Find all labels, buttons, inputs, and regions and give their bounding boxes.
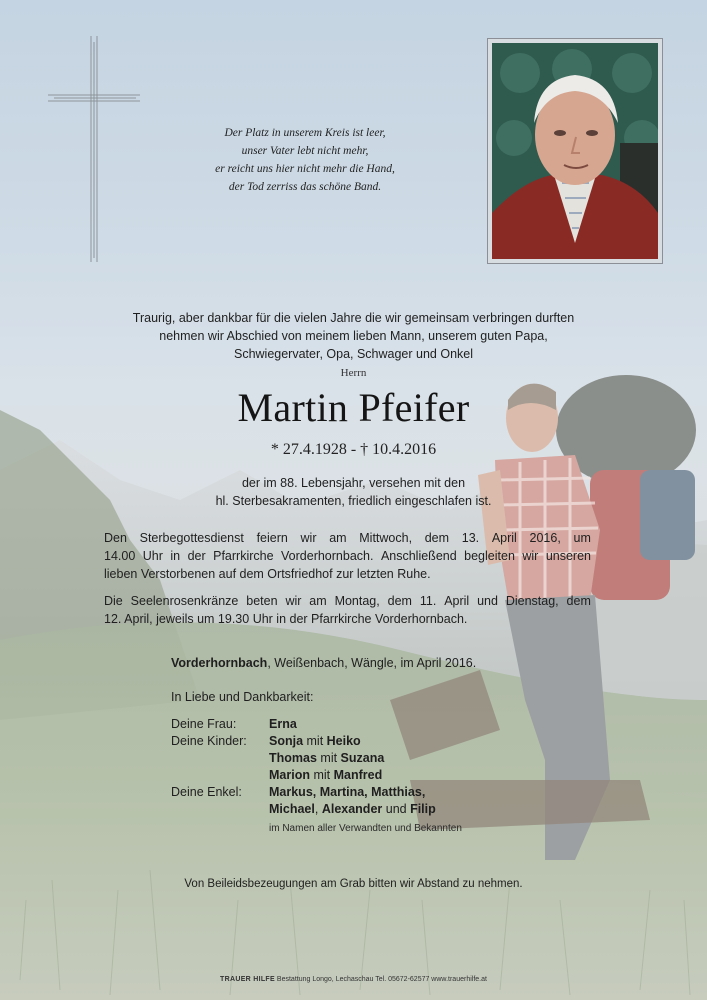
service-paragraph — [104, 529, 591, 583]
footer-brand: TRAUER HILFE — [220, 976, 275, 983]
footer — [0, 976, 707, 983]
word: begleiten — [464, 549, 515, 563]
place-town: Vorderhornbach — [171, 656, 268, 670]
place-date — [171, 656, 476, 670]
word: Anschließend — [380, 549, 457, 563]
place-rest: , Weißenbach, Wängle, im April 2016. — [267, 656, 477, 670]
word: April — [491, 531, 517, 545]
word: wir — [300, 531, 317, 545]
word: dem — [566, 594, 591, 608]
family-connector: , — [314, 802, 322, 816]
life-dates: * 27.4.1928 - † 10.4.2016 — [270, 441, 437, 458]
word: Mittwoch, — [359, 531, 413, 545]
portrait-photo — [492, 43, 658, 259]
deceased-name: Martin Pfeifer — [237, 385, 470, 430]
love-line: In Liebe und Dankbarkeit: — [171, 690, 314, 704]
family-connector: mit — [303, 734, 327, 748]
family-name: Sonja — [269, 734, 304, 748]
portrait-frame — [487, 38, 663, 264]
poem-line: Der Platz in unserem Kreis ist leer, — [224, 127, 386, 139]
word: April — [444, 594, 470, 608]
cross-icon — [48, 36, 140, 262]
intro-line: nehmen wir Abschied von meinem lieben Mann, unserem guten Papa, — [159, 329, 548, 343]
word: um — [573, 531, 591, 545]
family-connector: mit — [316, 751, 341, 765]
word: dem — [424, 531, 450, 545]
family-row-children — [171, 733, 462, 750]
family-name: Erna — [269, 717, 297, 731]
word: Dienstag, — [505, 594, 559, 608]
age-text — [120, 474, 587, 510]
family-name: Heiko — [326, 734, 361, 748]
word: Die — [104, 594, 123, 608]
family-name: Filip — [410, 802, 436, 816]
word: Pfarrkirche — [213, 549, 274, 563]
word: 11. — [419, 594, 437, 608]
justified-line — [104, 547, 591, 565]
word: wir — [285, 594, 302, 608]
footer-text: Bestattung Longo, Lechaschau Tel. 05672-62577 www.trauerhilfe.at — [274, 976, 487, 983]
word: am — [329, 531, 347, 545]
family-name: Thomas — [269, 751, 317, 765]
word: dem — [387, 594, 412, 608]
family-row-children — [171, 767, 462, 784]
word: Seelenrosenkränze — [130, 594, 239, 608]
word: 14.00 — [104, 549, 136, 563]
family-label: Deine Frau: — [171, 717, 237, 731]
word: 13. — [461, 531, 480, 545]
family-row-closing — [171, 818, 462, 837]
intro-line: Schwiegervater, Opa, Schwager und Onkel — [233, 347, 474, 361]
family-list — [171, 716, 462, 837]
age-line: hl. Sterbesakramenten, friedlich eingeschlafen ist. — [215, 494, 492, 508]
poem-line: unser Vater lebt nicht mehr, — [241, 145, 369, 157]
family-name: Michael — [269, 802, 315, 816]
paragraph-line: lieben Verstorbenen auf dem Ortsfriedhof zur letzten Ruhe. — [104, 567, 431, 581]
paragraph-line: 12. April, jeweils um 19.30 Uhr in der Pfarrkirche Vorderhornbach. — [104, 612, 468, 626]
justified-line — [104, 529, 591, 547]
word: und — [477, 594, 498, 608]
word: feiern — [256, 531, 288, 545]
family-closing: im Namen aller Verwandten und Bekannten — [269, 823, 462, 834]
word: am — [309, 594, 327, 608]
intro-line: Traurig, aber dankbar für die vielen Jahre die wir gemeinsam verbringen durften — [132, 311, 575, 325]
word: 2016, — [529, 531, 561, 545]
poem-line: der Tod zerriss das schöne Band. — [228, 181, 382, 193]
family-name: Manfred — [333, 768, 383, 782]
poem-line: er reicht uns hier nicht mehr die Hand, — [215, 163, 395, 175]
intro-text — [80, 309, 627, 363]
family-name: Marion — [269, 768, 310, 782]
age-line: der im 88. Lebensjahr, versehen mit den — [241, 476, 466, 490]
family-row-children — [171, 750, 462, 767]
word: Vorderhornbach. — [281, 549, 374, 563]
family-label: Deine Kinder: — [171, 734, 247, 748]
word: Sterbegottesdienst — [139, 531, 244, 545]
family-row-wife — [171, 716, 462, 733]
rosary-paragraph — [104, 592, 591, 628]
family-row-grandchildren — [171, 784, 462, 801]
word: unseren — [545, 549, 591, 563]
salutation: Herrn — [340, 367, 367, 379]
word: Uhr — [142, 549, 163, 563]
family-connector: und — [382, 802, 411, 816]
family-name: Alexander — [321, 802, 383, 816]
word: in — [170, 549, 181, 563]
family-name: Markus, Martina, Matthias, — [269, 785, 426, 799]
family-connector: mit — [309, 768, 334, 782]
word: der — [187, 549, 206, 563]
word: wir — [522, 549, 539, 563]
condolence-notice: Von Beileidsbezeugungen am Grab bitten wir Abstand zu nehmen. — [184, 878, 523, 890]
memorial-poem — [170, 124, 440, 196]
family-name: Suzana — [340, 751, 385, 765]
word: Den — [104, 531, 127, 545]
justified-line — [104, 592, 591, 610]
family-row-grandchildren — [171, 801, 462, 818]
word: beten — [246, 594, 278, 608]
family-label: Deine Enkel: — [171, 785, 242, 799]
word: Montag, — [334, 594, 380, 608]
